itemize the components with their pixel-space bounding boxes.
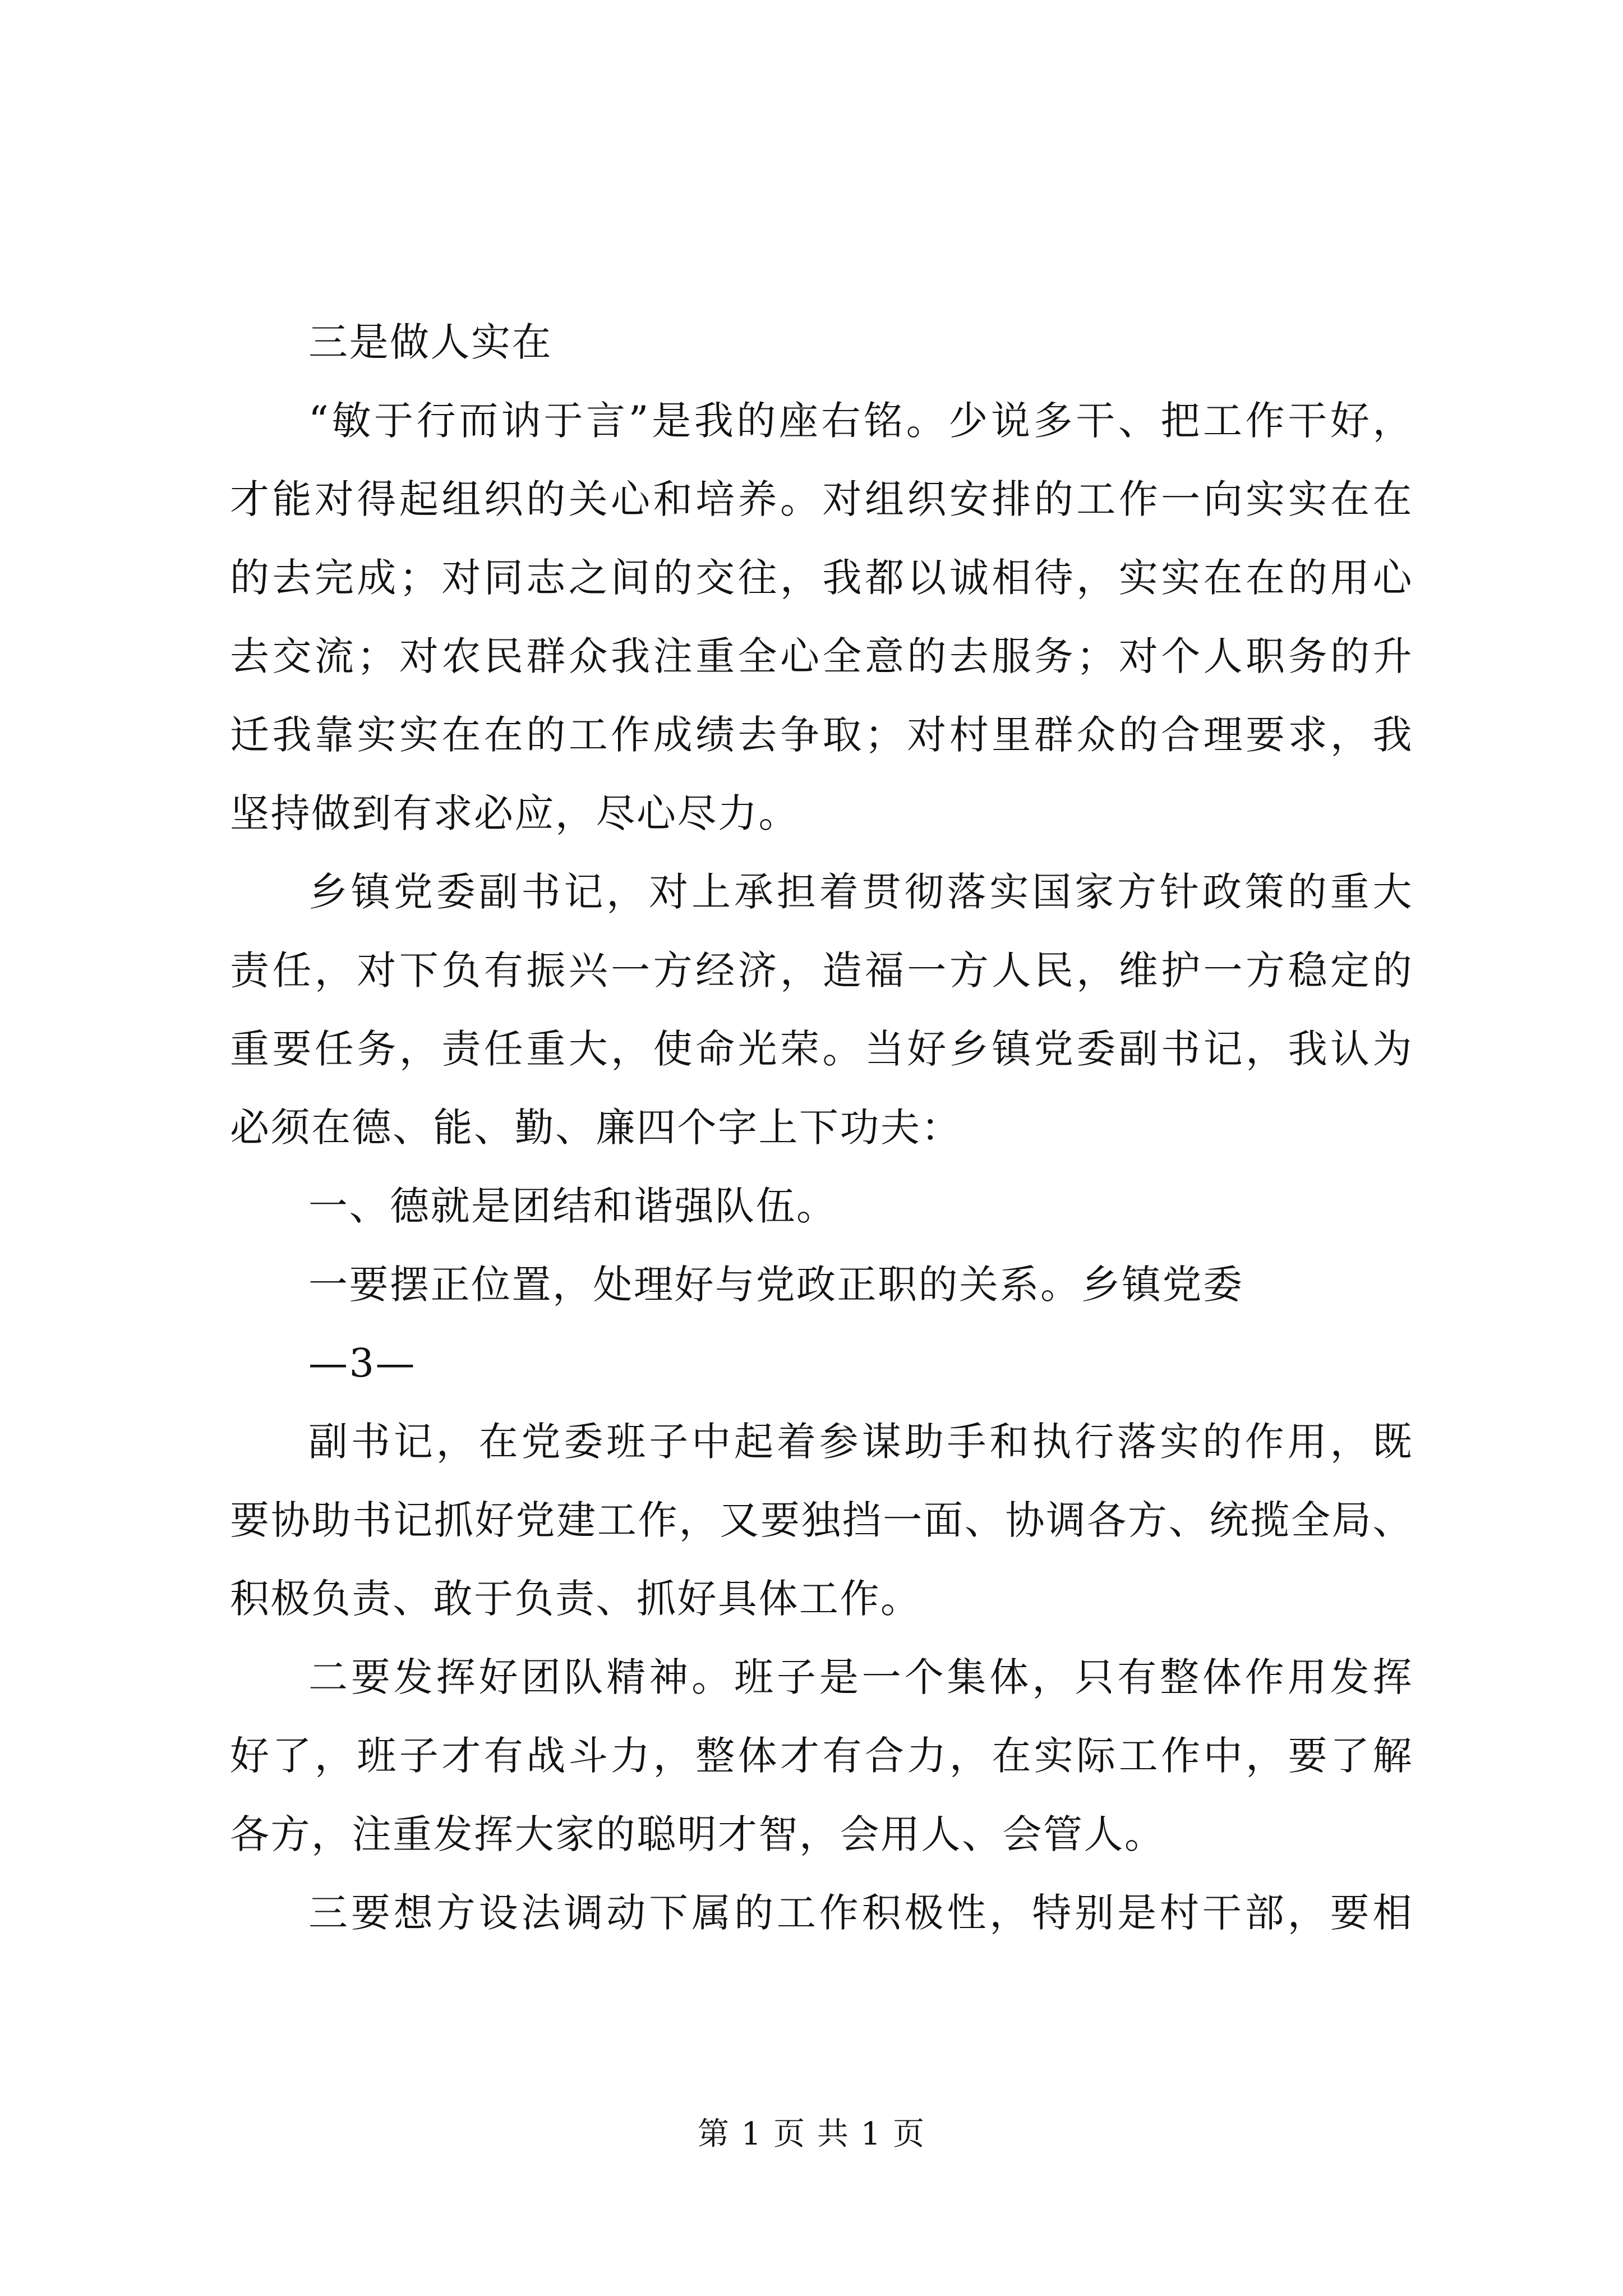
text-line: 好了，班子才有战斗力，整体才有合力，在实际工作中，要了解 (230, 1733, 1413, 1779)
document-body (230, 303, 1413, 1952)
text-line: 各方，注重发挥大家的聪明才智，会用人、会管人。 (230, 1811, 1165, 1857)
text-line: 坚持做到有求必应，尽心尽力。 (230, 790, 799, 836)
text-line: 必须在德、能、勤、廉四个字上下功夫： (230, 1105, 962, 1151)
text-line: 一要摆正位置，处理好与党政正职的关系。乡镇党委 (308, 1262, 1244, 1308)
text-line: 一、德就是团结和谐强队伍。 (308, 1183, 837, 1229)
page-number-marker: —3— (308, 1340, 417, 1386)
text-line: “敏于行而讷于言”是我的座右铭。少说多干、把工作干好， (308, 398, 1413, 444)
text-line: 乡镇党委副书记，对上承担着贯彻落实国家方针政策的重大 (308, 869, 1413, 915)
text-line: 副书记，在党委班子中起着参谋助手和执行落实的作用，既 (308, 1419, 1413, 1465)
text-line: 二要发挥好团队精神。班子是一个集体，只有整体作用发挥 (308, 1654, 1413, 1700)
text-line: 的去完成；对同志之间的交往，我都以诚相待，实实在在的用心 (230, 555, 1413, 601)
page-footer: 第 1 页 共 1 页 (697, 2116, 926, 2152)
text-line: 去交流；对农民群众我注重全心全意的去服务；对个人职务的升 (230, 633, 1413, 679)
text-line: 迁我靠实实在在的工作成绩去争取；对村里群众的合理要求，我 (230, 712, 1413, 758)
text-line: 责任，对下负有振兴一方经济，造福一方人民，维护一方稳定的 (230, 947, 1413, 993)
text-line: 才能对得起组织的关心和培养。对组织安排的工作一向实实在在 (230, 476, 1413, 522)
text-line: 三是做人实在 (308, 319, 552, 365)
text-line: 三要想方设法调动下属的工作积极性，特别是村干部，要相 (308, 1890, 1413, 1936)
text-line: 积极负责、敢于负责、抓好具体工作。 (230, 1576, 921, 1622)
text-line: 要协助书记抓好党建工作，又要独挡一面、协调各方、统揽全局、 (230, 1497, 1413, 1543)
text-line: 重要任务，责任重大，使命光荣。当好乡镇党委副书记，我认为 (230, 1026, 1413, 1072)
